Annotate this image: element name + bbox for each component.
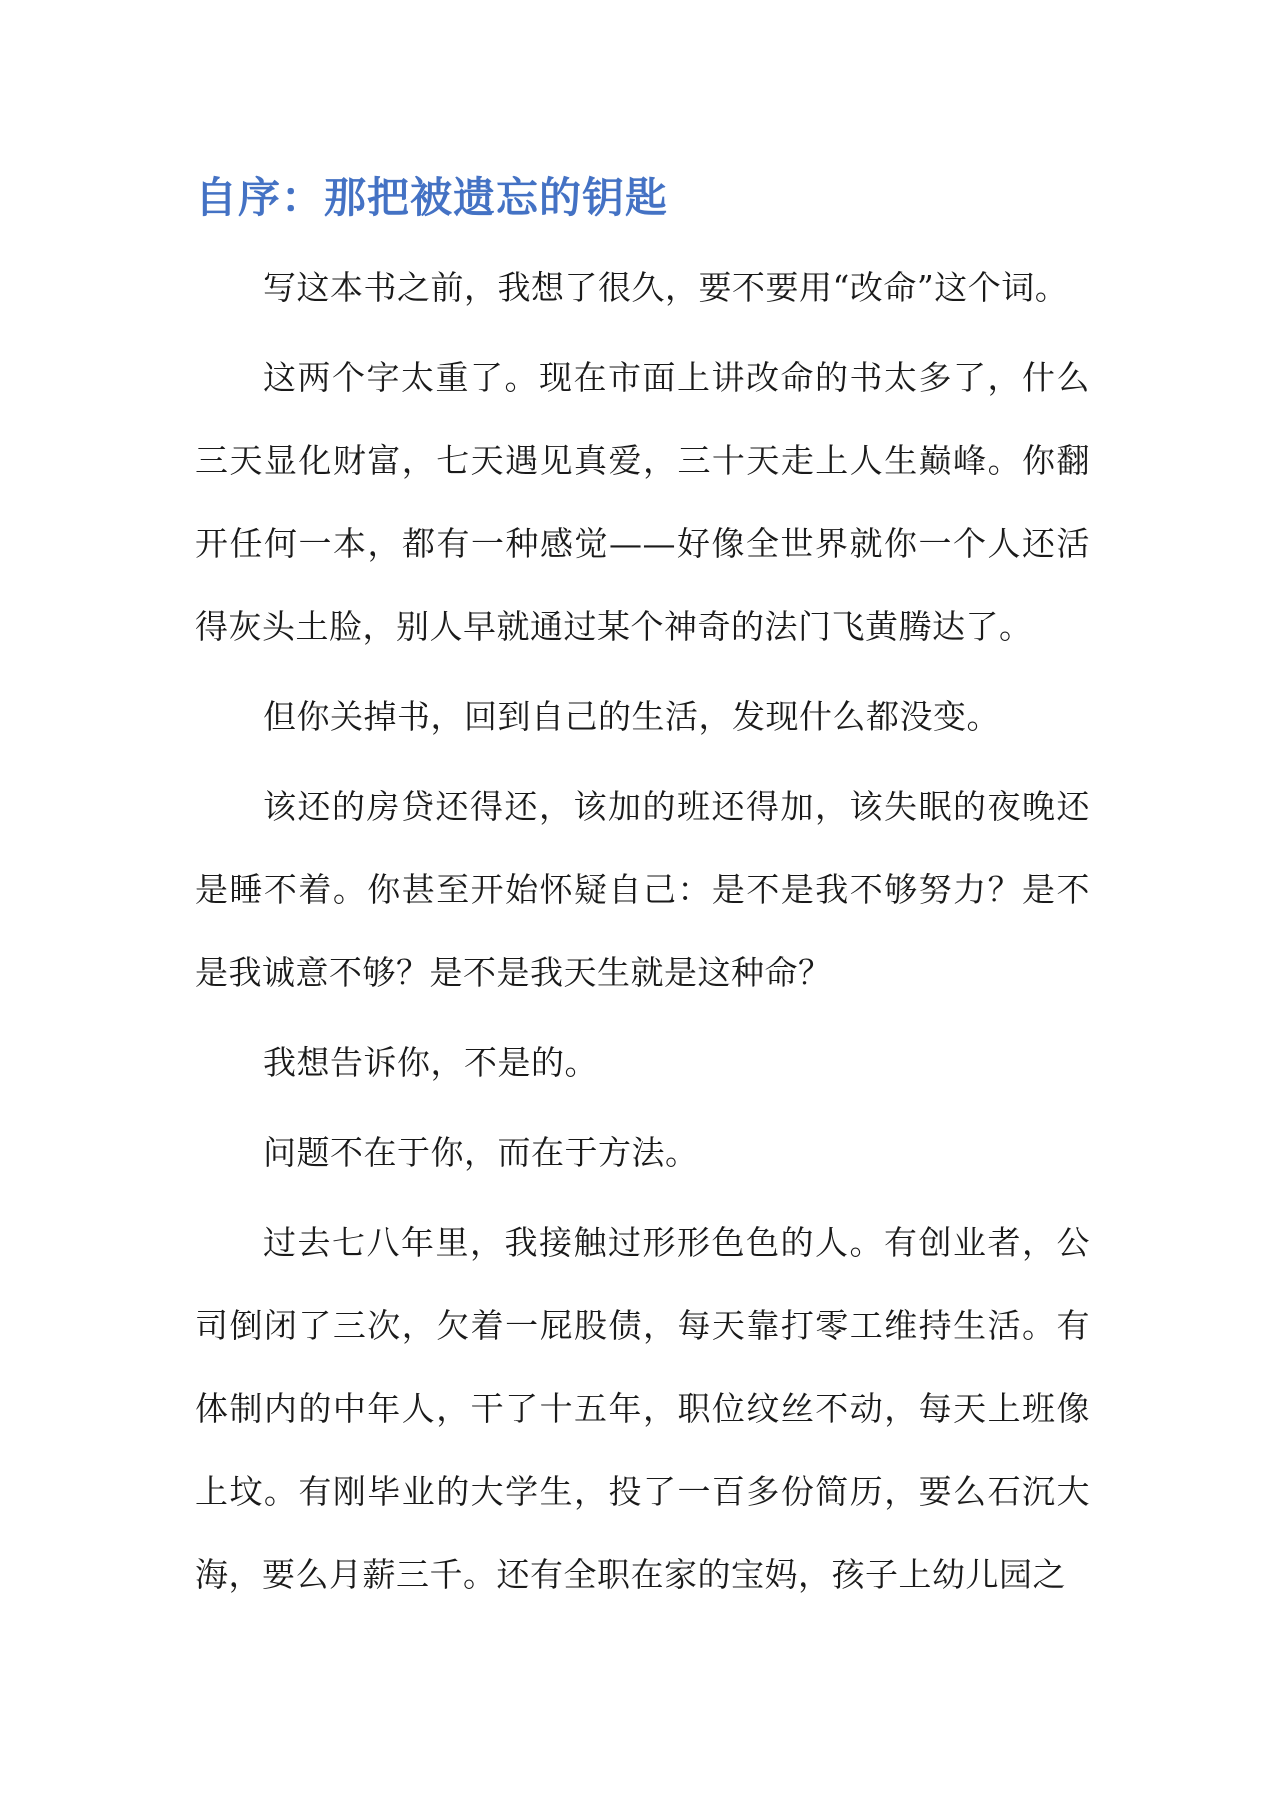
paragraph: 我想告诉你，不是的。: [263, 1043, 598, 1082]
paragraph: 该还的房贷还得还，该加的班还得加，该失眠的夜晚还是睡不着。你甚至开始怀疑自己：是不是我不够努力？是不是我诚意不够？是不是我天生就是这种命？: [195, 787, 1090, 992]
paragraph: 写这本书之前，我想了很久，要不要用“改命”这个词。: [263, 268, 1069, 307]
paragraph: 问题不在于你，而在于方法。: [263, 1133, 699, 1172]
paragraph: 这两个字太重了。现在市面上讲改命的书太多了，什么三天显化财富，七天遇见真爱，三十天走上人生巅峰。你翻开任何一本，都有一种感觉——好像全世界就你一个人还活得灰头土脸，别人早就通过某个神奇的法门飞黄腾达了。: [195, 358, 1090, 646]
preface-title: 自序：那把被遗忘的钥匙: [195, 173, 669, 222]
document-body: [195, 160, 1090, 1623]
paragraph: 过去七八年里，我接触过形形色色的人。有创业者，公司倒闭了三次，欠着一屁股债，每天靠打零工维持生活。有体制内的中年人，干了十五年，职位纹丝不动，每天上班像上坟。有刚毕业的大学生，投了一百多份简历，要么石沉大海，要么月薪三千。还有全职在家的宝妈，孩子上幼儿园之: [195, 1223, 1090, 1594]
paragraph: 但你关掉书，回到自己的生活，发现什么都没变。: [263, 697, 1000, 736]
